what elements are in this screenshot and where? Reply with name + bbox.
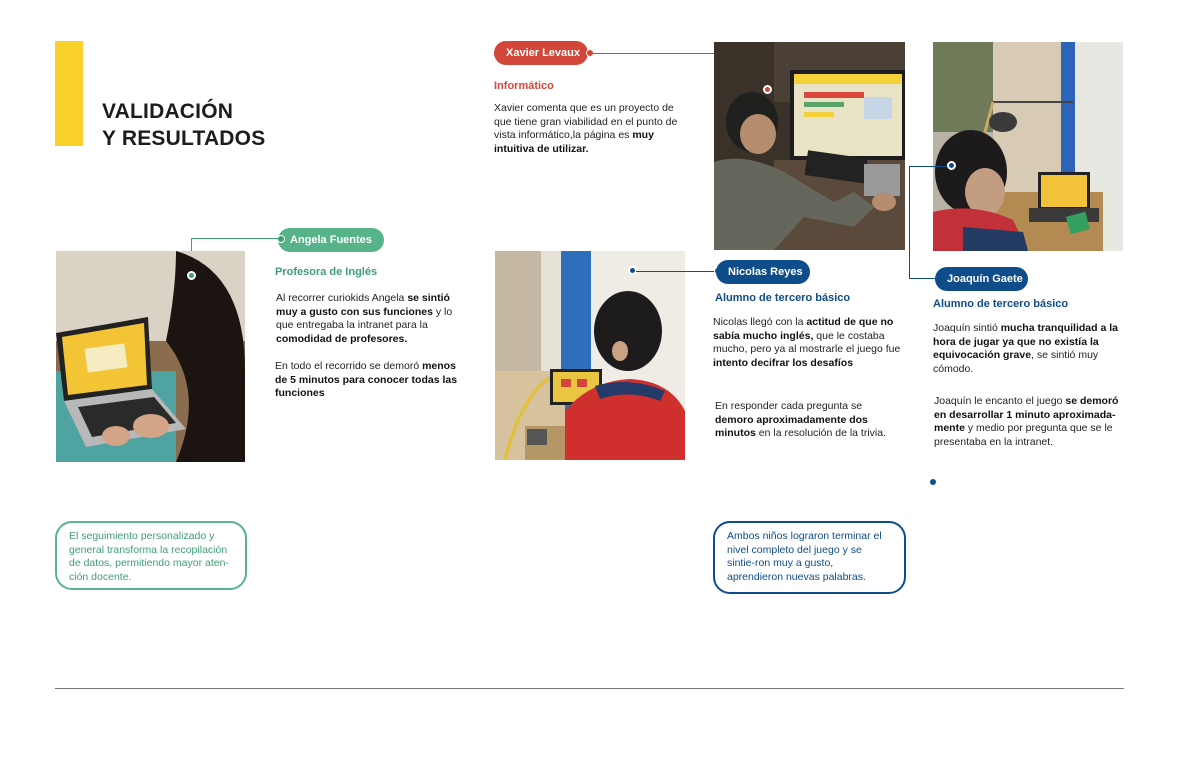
text-run: en la resolución de la trivia. (755, 427, 886, 440)
xavier-photo-illustration (714, 42, 905, 250)
joaquin-bullet (930, 479, 936, 485)
text-run: y lo que entregaba la intranet para la (276, 305, 453, 332)
joaquin-name-tag: Joaquín Gaete (935, 267, 1028, 291)
nicolas-description-2 (715, 400, 901, 441)
angela-name-tag: Angela Fuentes (278, 228, 384, 252)
text-run: Al recorrer curiokids Angela (276, 292, 408, 304)
title-accent-bar (55, 41, 83, 146)
nicolas-name-tag: Nicolas Reyes (716, 260, 810, 284)
angela-description-2 (275, 360, 465, 401)
page-title (102, 98, 265, 152)
text-run: y medio por pregunta que se le presentaba en la intranet. (934, 422, 1113, 448)
joaquin-role: Alumno de tercero básico (933, 298, 1069, 310)
angela-photo-illustration (56, 251, 245, 462)
xavier-photo-marker (763, 85, 772, 94)
text-run: En todo el recorrido se demoró (275, 360, 423, 372)
page-title-line-2: Y RESULTADOS (102, 127, 266, 150)
nicolas-connector-line (636, 271, 719, 272)
joaquin-connector-line-h (909, 166, 947, 167)
text-run: intento decifrar los desafíos (713, 356, 854, 369)
angela-photo (56, 251, 245, 462)
angela-connector-start (277, 235, 285, 243)
text-run: Joaquín sintió (933, 322, 1001, 334)
text-run: Nicolas llegó con la (713, 316, 807, 328)
text-run: Joaquín le encanto el juego (934, 395, 1066, 407)
page-title-line-1: VALIDACIÓN (102, 100, 234, 123)
text-run: se sintió muy a gusto con sus funciones (276, 292, 450, 318)
angela-connector-line-h (191, 238, 281, 239)
xavier-role: Informático (494, 80, 554, 92)
text-run: mucha tranquilidad a la hora de jugar ya que no existía la equivocación grave (933, 322, 1118, 362)
green-summary-callout: El seguimiento personalizado y general transforma la recopilación de datos, permitiendo mayor aten-ción docente. (55, 521, 247, 590)
blue-summary-callout: Ambos niños lograron terminar el nivel completo del juego y se sintie-ron muy a gusto, aprendieron nuevas palabras. (713, 521, 906, 594)
footer-divider (55, 688, 1124, 689)
joaquin-photo (933, 42, 1123, 251)
nicolas-role: Alumno de tercero básico (715, 292, 851, 304)
joaquin-description-2 (934, 395, 1126, 449)
angela-photo-marker (187, 271, 196, 280)
text-run: muy intuitiva de utilizar. (494, 129, 654, 155)
xavier-photo (714, 42, 905, 250)
joaquin-photo-illustration (933, 42, 1123, 251)
text-run: se demoró en desarrollar 1 minuto aproximada-mente (934, 395, 1119, 435)
xavier-description (494, 102, 686, 156)
xavier-name-tag: Xavier Levaux (494, 41, 588, 65)
nicolas-photo-illustration (495, 251, 685, 460)
angela-description-1 (276, 292, 464, 346)
text-run: actitud de que no sabía mucho inglés, (713, 316, 894, 342)
text-run: demoro aproximadamente dos minutos (715, 413, 868, 440)
text-run: , se sintió muy cómodo. (933, 349, 1099, 375)
nicolas-description-1 (713, 316, 905, 370)
joaquin-photo-marker (947, 161, 956, 170)
text-run: menos de 5 minutos para conocer todas las funciones (275, 360, 458, 400)
text-run: que le costaba mucho, pero ya al mostrarle el juego fue (713, 329, 901, 356)
text-run: Xavier comenta que es un proyecto de que tiene gran viabilidad en el punto de vista informático,la página es (494, 102, 678, 142)
nicolas-photo (495, 251, 685, 460)
text-run: comodidad de profesores. (276, 332, 408, 345)
joaquin-description-1 (933, 322, 1127, 376)
joaquin-connector-line-v (909, 166, 910, 279)
text-run: En responder cada pregunta se (715, 400, 863, 412)
angela-role: Profesora de Inglés (275, 266, 378, 278)
